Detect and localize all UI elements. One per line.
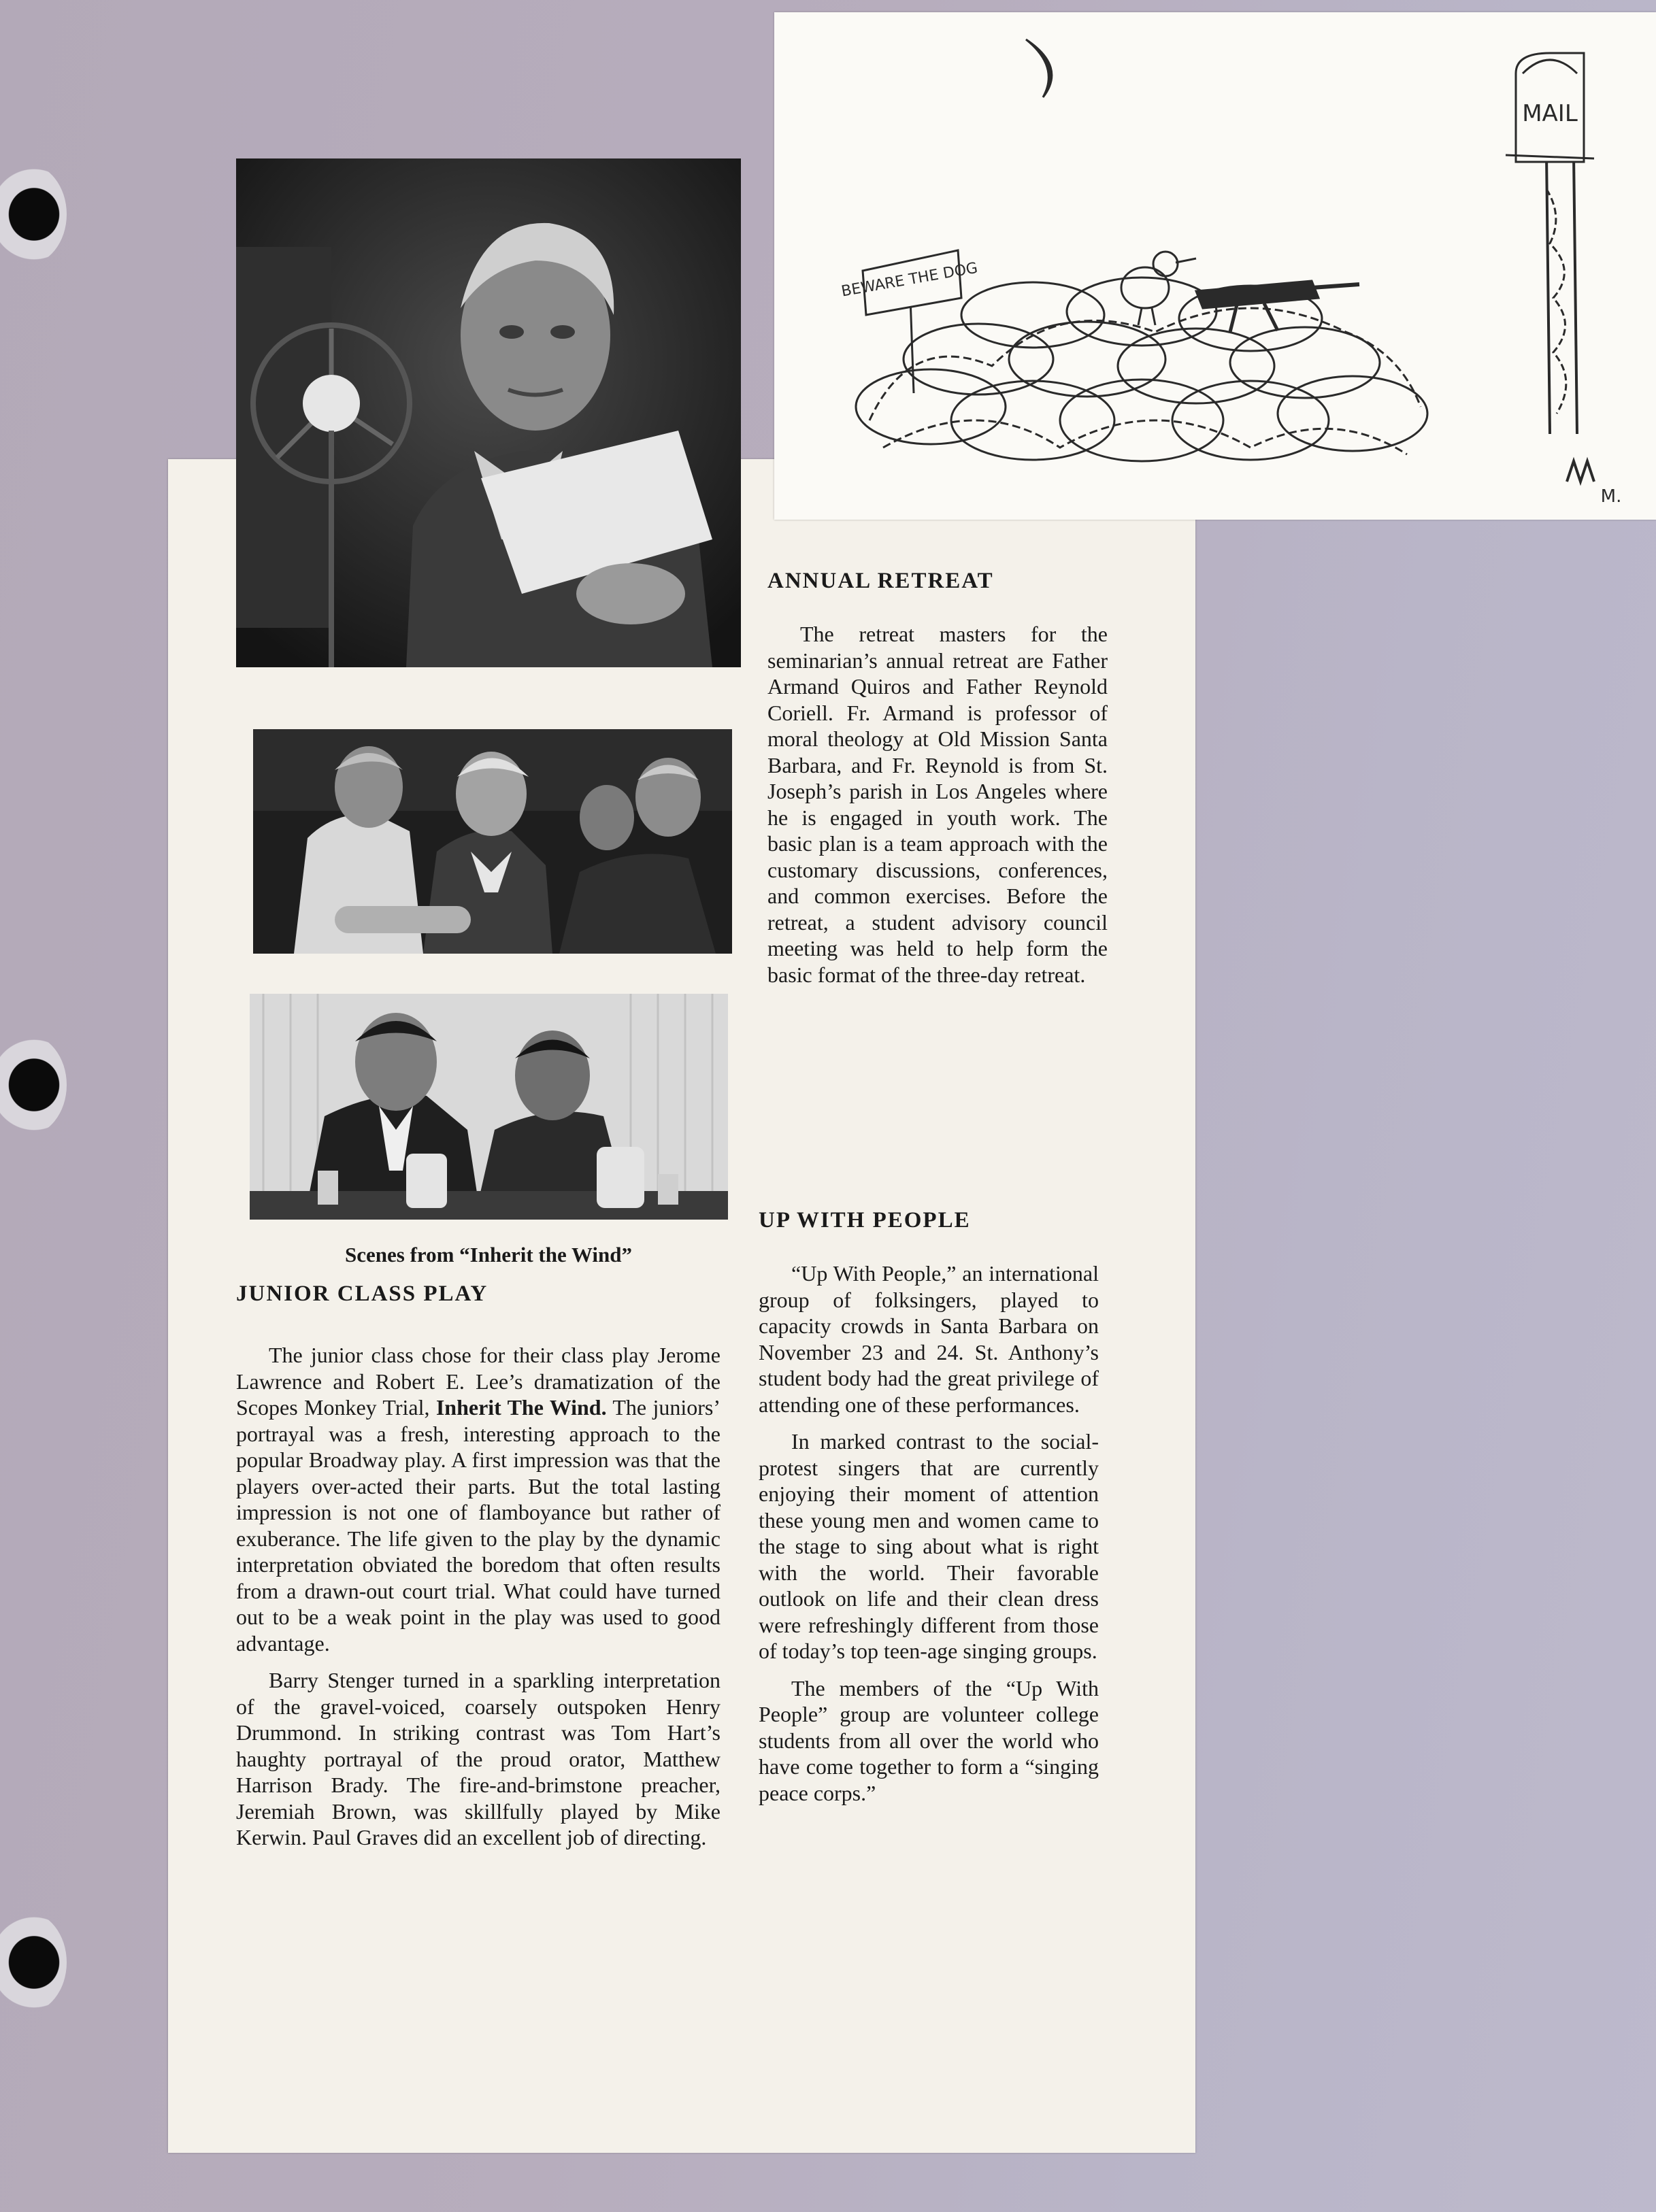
annual-retreat-paragraph: The retreat masters for the seminarian’s annual retreat are Father Armand Quiros and Father Reynold Coriell. Fr. Armand is professor of moral theology at Old Mission Santa Barbara, and Fr. Reynold is from St. Joseph’s parish in Los Angeles where he is engaged in youth work. The basic plan is a team approach with the customary discussions, conferences, and common exercises. Before the retreat, a student advisory council meeting was held to help form the basic format of the three-day retreat. (767, 622, 1108, 987)
mailbox-label: MAIL (1522, 100, 1578, 127)
play-photo-group-scene (253, 729, 732, 954)
junior-class-play-heading: JUNIOR CLASS PLAY (236, 1281, 488, 1306)
annual-retreat-heading: ANNUAL RETREAT (767, 569, 994, 593)
play-title: Inherit The Wind. (435, 1395, 607, 1420)
up-with-people-article (759, 1208, 1099, 1806)
junior-class-play-paragraph-2: Barry Stenger turned in a sparkling interpretation of the gravel-voiced, coarsely outspoken Henry Drummond. In striking contrast was Tom Hart’s haughty portrayal of the proud orator, Matthew Harrison Brady. The fire-and-brimstone preacher, Jeremiah Brown, was skillfully played by Mike Kerwin. Paul Graves did an excellent job of directing. (236, 1668, 721, 1849)
binder-hole-middle (0, 1034, 67, 1136)
junior-class-play-article (236, 1281, 721, 1851)
artist-initials: M. (1600, 486, 1622, 507)
junior-class-play-paragraph-1: The junior class chose for their class play Jerome Lawrence and Robert E. Lee’s dramatization of the Scopes Monkey Trial, Inherit The Wind. The juniors’ portrayal was a fresh, interesting approach to the popular Broadway play. A first impression was that the players over-acted their parts. But the total lasting impression is not one of flamboyance but rather of exuberance. The life given to the play by the dynamic interpretation obviated the boredom that often results from a drawn-out court trial. What could have turned out to be a weak point in the play was used to good advantage. (236, 1343, 721, 1656)
binder-hole-bottom (0, 1911, 67, 2013)
cartoon-drawing (774, 12, 1656, 520)
up-with-people-paragraph-2: In marked contrast to the social-protest singers that are currently enjoying their moment of attention these young men and women came to the stage to sing about what is right with the world. Their favorable outlook on life and their clean dress were refreshingly different from those of today’s top teen-age singing groups. (759, 1429, 1099, 1663)
up-with-people-heading: UP WITH PEOPLE (759, 1208, 971, 1233)
beware-sign-text: BEWARE THE DOG (840, 259, 979, 301)
play-photo-courtroom-table (250, 994, 728, 1220)
up-with-people-paragraph-1: “Up With People,” an international group of folksingers, played to capacity crowds in Santa Barbara on November 23 and 24. St. Anthony’s student body had the great privilege of attending one of these performances. (759, 1261, 1099, 1417)
photo-caption: Scenes from “Inherit the Wind” (345, 1243, 632, 1267)
annual-retreat-article (767, 569, 1108, 988)
binder-hole-top (0, 163, 67, 265)
up-with-people-paragraph-3: The members of the “Up With People” group are volunteer college students from all over the world who have come together to form a “singing peace corps.” (759, 1675, 1099, 1805)
play-photo-actor-with-papers (236, 158, 741, 667)
